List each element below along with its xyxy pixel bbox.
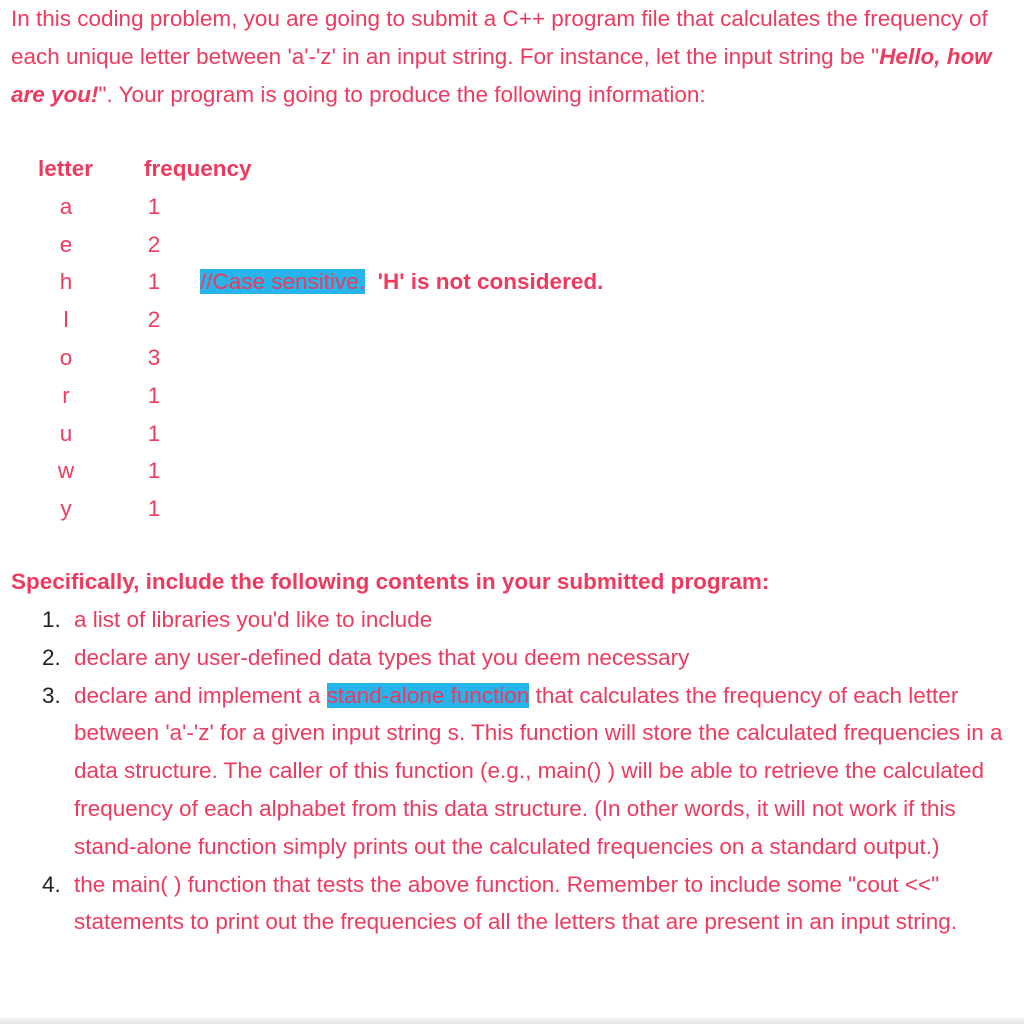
list-item-text: declare any user-defined data types that you deem necessary	[74, 644, 690, 670]
list-item	[0, 601, 1010, 639]
intro-text-2: ". Your program is going to produce the following information:	[98, 81, 706, 107]
list-item-text-post: that calculates the frequency of each letter between 'a'-'z' for a given input string s. This function will store the calculated frequencies in a data structure. The caller of this function (e.g., main() ) will be able to retrieve the calculated frequency of each alphabet from this data structure. (In other words, it will not work if this stand-alone function simply prints out the calculated frequencies on a standard output.)	[74, 682, 1003, 859]
stand-alone-function-highlight: stand-alone function	[326, 682, 530, 708]
letter-cell: e	[59, 231, 73, 257]
frequency-cell: 1	[147, 193, 161, 219]
list-item-text: a list of libraries you'd like to include	[74, 607, 433, 632]
letter-cell: a	[59, 193, 73, 219]
header-letter: letter	[38, 156, 94, 181]
list-item-text	[74, 683, 1003, 859]
header-frequency: frequency	[144, 156, 252, 181]
frequency-cell: 2	[147, 231, 161, 257]
letter-cell: o	[59, 345, 73, 370]
letter-cell: r	[62, 382, 70, 408]
letter-cell: l	[63, 307, 69, 333]
letter-cell: y	[60, 496, 72, 522]
frequency-cell: 3	[147, 345, 161, 370]
list-item	[0, 866, 1010, 942]
frequency-cell: 2	[147, 307, 161, 333]
list-item-text: the main( ) function that tests the above function. Remember to include some "cout <<" statements to print out the frequencies of all the letters that are present in an input string.	[74, 871, 958, 935]
page-bottom-edge	[0, 1018, 1024, 1024]
list-number: 4.	[42, 871, 61, 897]
list-number: 1.	[42, 607, 61, 632]
intro-text-1: In this coding problem, you are going to submit a C++ program file that calculates the frequency of each unique letter between 'a'-'z' in an input string. For instance, let the input string be "	[11, 6, 988, 69]
case-note-highlight: //Case sensitive.	[200, 269, 366, 295]
frequency-cell: 1	[147, 269, 161, 295]
letter-cell: w	[57, 458, 75, 484]
list-item-text-pre: declare and implement a	[74, 682, 327, 708]
frequency-cell: 1	[147, 420, 161, 446]
list-item	[0, 677, 1010, 866]
letter-cell: h	[59, 269, 73, 295]
intro-paragraph	[11, 0, 1011, 113]
letter-cell: u	[59, 420, 73, 446]
section-heading: Specifically, include the following contents in your submitted program:	[11, 569, 770, 594]
requirements-list	[0, 601, 1010, 941]
list-item	[0, 639, 1010, 677]
list-number: 2.	[42, 644, 61, 670]
case-note	[200, 263, 603, 301]
frequency-cell: 1	[147, 496, 161, 522]
list-number: 3.	[42, 682, 61, 708]
example-string: Hello, how are you!	[11, 43, 992, 107]
case-note-text: 'H' is not considered.	[377, 269, 604, 295]
frequency-cell: 1	[147, 382, 161, 408]
frequency-cell: 1	[147, 458, 161, 484]
